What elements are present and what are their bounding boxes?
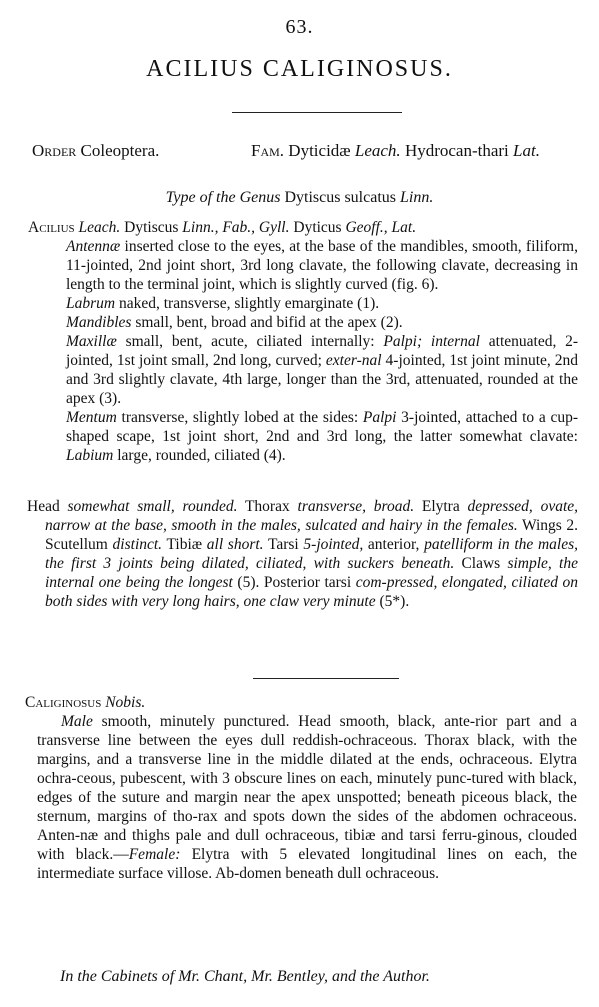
family-author: Leach. (354, 141, 401, 160)
external-characters-run: Head (27, 498, 68, 515)
genus-paragraph-run: Antennæ (66, 238, 121, 255)
genus-paragraph (28, 408, 578, 465)
external-characters-run: com-pressed, elongated, ciliated on both sides with very long hairs, one claw very minute (45, 574, 579, 610)
external-characters-run: Tarsi (263, 536, 304, 553)
genus-paragraph-run: transverse, slightly lobed at the sides: (116, 409, 363, 426)
genus-paragraph (28, 332, 578, 408)
genus-paragraph-run: Labrum (66, 295, 116, 312)
species-description-run: smooth, minutely punctured. Head smooth, black, ante-rior part and a transverse line between the eyes dull reddish-ochraceous. Thorax black, with the margins, and a transverse line in the middle dilated at the ends, ochraceous. Elytra ochra-ceous, pubescent, with 3 obscure lines on each, minutely punc-tured with black, edges of the suture and margin near the apex unspotted; beneath piceous black, the sternum, margins of tho-rax and spots down the sides of the abdomen ochraceous. Anten-næ and thighs pale and dull ochraceous, tibiæ and tarsi ferru-ginous, clouded with black.— (37, 713, 577, 863)
external-characters-run: patelliform in the males, the first 3 joints being dilated, ciliated, with suckers beneath. (45, 536, 579, 572)
external-characters-run: anterior, (363, 536, 425, 553)
genus-paragraph (28, 237, 578, 294)
page-number: 63. (285, 16, 314, 38)
species-description-text (37, 712, 577, 883)
external-characters-run: (5*). (375, 593, 410, 610)
genus-paragraph-run: inserted close to the eyes, at the base of the mandibles, smooth, filiform, 11-jointed, 2nd joint short, 3rd long clavate, the following clavate, decreasing in length to the terminal joint, which is slightly curved (fig. 6). (66, 238, 578, 293)
genus-name: Acilius (28, 219, 75, 236)
species-description-run: Elytra with 5 elevated longitudinal lines on each, the intermediate surface villose. Ab-domen beneath dull ochraceous. (37, 846, 577, 882)
family-label: Fam. (251, 141, 285, 160)
genus-paragraph (28, 294, 578, 313)
order-value: Coleoptera. (80, 141, 160, 160)
external-characters-run: (5). Posterior tarsi (232, 574, 356, 591)
species-description-run: Male (61, 713, 93, 730)
family-value: Dyticidæ (288, 141, 351, 160)
external-characters-run: simple, the internal one being the longest (45, 555, 578, 591)
genus-paragraph-run: large, rounded, ciliated (4). (113, 447, 286, 464)
species-description-run: Female: (128, 846, 181, 863)
genus-type-line (0, 188, 599, 207)
external-characters-run: Thorax (237, 498, 298, 515)
external-characters-run: somewhat small, rounded. (67, 498, 238, 515)
genus-paragraph-run: 3-jointed, attached to a cup-shaped scape, 1st joint short, 2nd and 3rd long, the latter somewhat clavate: (66, 409, 578, 445)
genus-paragraph-run: Mentum (66, 409, 117, 426)
tribe-value: Hydrocan-thari (404, 141, 509, 160)
synonym-part: Dytiscus (120, 219, 183, 236)
genus-paragraph-run: Palpi; internal (383, 333, 480, 350)
external-characters-run: Tibiæ (162, 536, 207, 553)
type-species: Dytiscus sulcatus (284, 189, 396, 206)
genus-paragraph-run: 4-jointed, 1st joint minute, 2nd and 3rd slightly clavate, 4th large, longer than the 3rd, attenuated, rounded at the apex (3). (66, 352, 578, 407)
external-characters-run: distinct. (112, 536, 163, 553)
external-characters-run: Elytra (414, 498, 468, 515)
genus-paragraph-run: exter-nal (325, 352, 382, 369)
order-label: Order (32, 141, 77, 160)
genus-paragraph-run: Maxillæ (66, 333, 117, 350)
species-author: Nobis. (105, 694, 146, 711)
species-name: Caliginosus (25, 694, 102, 711)
type-author: Linn. (400, 189, 434, 206)
family-line (251, 140, 577, 161)
order-line (32, 140, 159, 161)
genus-paragraphs (28, 237, 578, 465)
synonym-part: Leach. (78, 219, 121, 236)
external-characters-run: transverse, broad. (297, 498, 415, 515)
genus-paragraph-run: naked, transverse, slightly emarginate (1). (115, 295, 380, 312)
genus-characters (28, 218, 578, 465)
synonym-part: Geoff., Lat. (345, 219, 417, 236)
external-characters-run: Wings 2. Scutellum (45, 517, 578, 553)
external-characters-run: Claws (454, 555, 508, 572)
external-characters-run: all short. (206, 536, 264, 553)
synonym-part: Dyticus (289, 219, 346, 236)
external-characters (27, 497, 578, 611)
tribe-author: Lat. (513, 141, 540, 160)
type-prefix: Type of the Genus (165, 189, 281, 206)
genus-paragraph-run: Palpi (362, 409, 397, 426)
genus-paragraph-run: Mandibles (66, 314, 132, 331)
species-heading (25, 693, 577, 712)
genus-paragraph-run: attenuated, 2-jointed, 1st joint small, 2nd long, curved; (66, 333, 579, 369)
genus-paragraph-run: small, bent, acute, ciliated internally: (116, 333, 384, 350)
genus-paragraph-run: small, bent, broad and bifid at the apex (2). (131, 314, 403, 331)
external-characters-run: 5-jointed, (303, 536, 364, 553)
genus-paragraph (28, 313, 578, 332)
external-characters-run: depressed, ovate, narrow at the base, smooth in the males, sulcated and hairy in the females. (45, 498, 579, 534)
title-divider (232, 112, 402, 113)
species-description (25, 693, 577, 883)
cabinets-note: In the Cabinets of Mr. Chant, Mr. Bentley, and the Author. (60, 968, 430, 985)
genus-synonymy (28, 218, 578, 237)
genus-paragraph-run: Labium (66, 447, 114, 464)
genus-synonymy-text (79, 219, 417, 236)
synonym-part: Linn., Fab., Gyll. (182, 219, 290, 236)
page-title: ACILIUS CALIGINOSUS. (146, 56, 453, 82)
species-divider (253, 678, 399, 679)
external-characters-text (27, 497, 578, 611)
